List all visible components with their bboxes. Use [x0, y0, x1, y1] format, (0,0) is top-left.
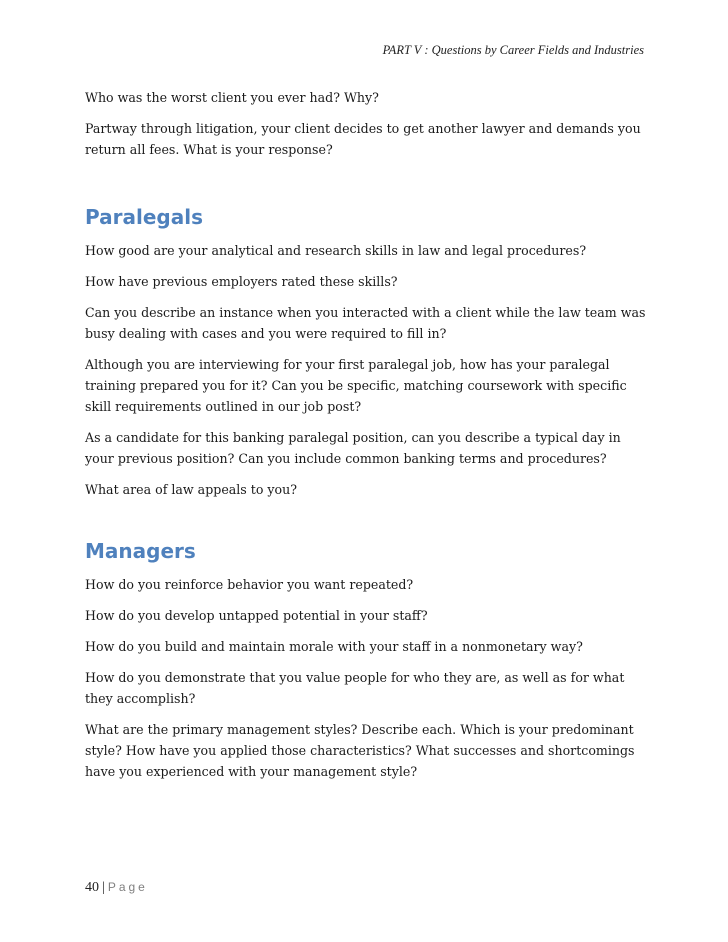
question: As a candidate for this banking paralegal position, can you describe a typical day in your previous position? Can you include common banking terms and procedures? — [85, 430, 621, 466]
question: How have previous employers rated these skills? — [85, 274, 398, 289]
question: Partway through litigation, your client decides to get another lawyer and demands you return all fees. What is your response? — [85, 121, 641, 157]
question: Although you are interviewing for your first paralegal job, how has your paralegal training prepared you for it? Can you be specific, matching coursework with specific skill requirements outlined in our job post? — [85, 357, 627, 414]
page-label: Page — [107, 880, 148, 894]
footer-separator: | — [102, 880, 105, 895]
question: How good are your analytical and research skills in law and legal procedures? — [85, 243, 587, 258]
question: How do you build and maintain morale with your staff in a nonmonetary way? — [85, 639, 583, 654]
question: How do you develop untapped potential in your staff? — [85, 608, 428, 623]
page-content — [85, 87, 650, 792]
question: What are the primary management styles? Describe each. Which is your predominant style? How have you applied those characteristics? What successes and shortcomings have you experienced with your management style? — [85, 722, 635, 779]
question: Can you describe an instance when you interacted with a client while the law team was busy dealing with cases and you were required to fill in? — [85, 305, 646, 341]
page-footer — [85, 880, 148, 896]
page-number: 40 — [85, 880, 99, 895]
running-header: PART V : Questions by Career Fields and Industries — [382, 43, 644, 57]
section-title-paralegals: Paralegals — [85, 205, 203, 229]
question: How do you reinforce behavior you want repeated? — [85, 577, 414, 592]
question: How do you demonstrate that you value people for who they are, as well as for what they accomplish? — [85, 670, 625, 706]
question: What area of law appeals to you? — [85, 482, 297, 497]
section-title-managers: Managers — [85, 539, 196, 563]
question: Who was the worst client you ever had? Why? — [85, 90, 379, 105]
